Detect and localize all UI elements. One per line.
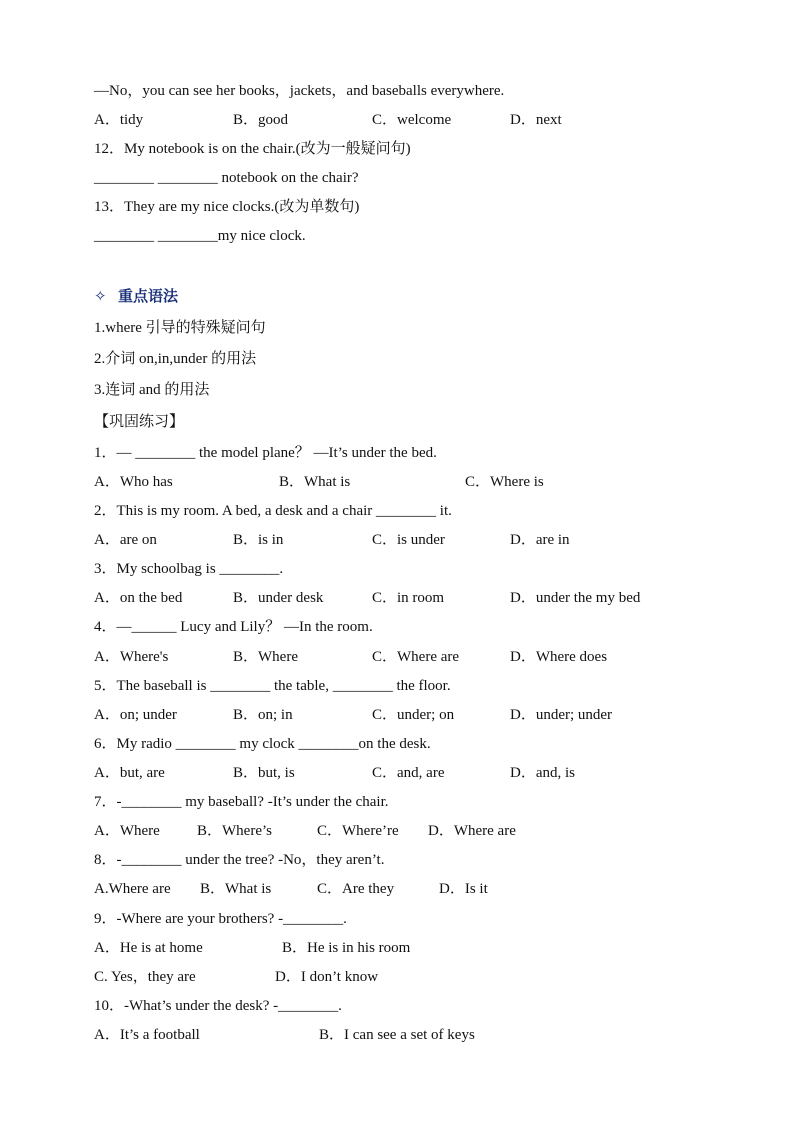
option[interactable]: D．under the my bed [510, 590, 641, 606]
question-12: 12．My notebook is on the chair.(改为一般疑问句) [94, 141, 411, 157]
option[interactable]: A．Where's [94, 649, 169, 665]
answer-blank-12[interactable]: ________ ________ notebook on the chair? [94, 170, 359, 186]
question-stem: 7．-________ my baseball? -It’s under the chair. [94, 794, 389, 810]
option[interactable]: B．good [233, 112, 289, 128]
question-stem: 9．-Where are your brothers? -________. [94, 911, 347, 927]
option[interactable]: A．are on [94, 532, 157, 548]
practice-header: 【巩固练习】 [94, 414, 185, 430]
grammar-point: 2.介词 on,in,under 的用法 [94, 351, 257, 367]
option[interactable]: B．Where [233, 649, 298, 665]
dialog-line: —No，you can see her books，jackets，and baseballs everywhere. [94, 83, 505, 99]
option[interactable]: A．Where [94, 823, 160, 839]
question-stem: 3．My schoolbag is ________. [94, 561, 284, 577]
option[interactable]: B．Where’s [197, 823, 272, 839]
option[interactable]: D．Where does [510, 649, 608, 665]
option[interactable]: A．It’s a football [94, 1027, 200, 1043]
option[interactable]: D．Where are [428, 823, 516, 839]
option[interactable]: C．Where is [465, 474, 544, 490]
grammar-point: 3.连词 and 的用法 [94, 382, 210, 398]
option[interactable]: B．What is [200, 881, 272, 897]
option[interactable]: A．on; under [94, 707, 177, 723]
question-stem: 4．—______ Lucy and Lily？ —In the room. [94, 619, 373, 635]
answer-blank-13[interactable]: ________ ________my nice clock. [94, 228, 306, 244]
grammar-point: 1.where 引导的特殊疑问句 [94, 320, 266, 336]
option[interactable]: D．Is it [439, 881, 488, 897]
option[interactable]: D．next [510, 112, 562, 128]
option[interactable]: B．is in [233, 532, 284, 548]
question-stem: 10．-What’s under the desk? -________. [94, 998, 342, 1014]
option[interactable]: A．but, are [94, 765, 165, 781]
option[interactable]: B．What is [279, 474, 351, 490]
option[interactable]: C．under; on [372, 707, 455, 723]
question-stem: 5．The baseball is ________ the table, ________ the floor. [94, 678, 451, 694]
option[interactable]: A．Who has [94, 474, 173, 490]
option[interactable]: C. Yes，they are [94, 969, 196, 985]
grammar-title: 重点语法 [118, 289, 179, 305]
question-stem: 8．-________ under the tree? -No，they aren’t. [94, 852, 385, 868]
option[interactable]: C．welcome [372, 112, 452, 128]
question-stem: 2．This is my room. A bed, a desk and a chair ________ it. [94, 503, 452, 519]
option[interactable]: C．in room [372, 590, 445, 606]
option[interactable]: A.Where are [94, 881, 171, 897]
option[interactable]: B．on; in [233, 707, 293, 723]
question-13: 13．They are my nice clocks.(改为单数句) [94, 199, 360, 215]
option[interactable]: C．Where are [372, 649, 460, 665]
option[interactable]: C．Are they [317, 881, 395, 897]
question-stem: 6．My radio ________ my clock ________on the desk. [94, 736, 431, 752]
option[interactable]: B．but, is [233, 765, 295, 781]
option[interactable]: C．and, are [372, 765, 445, 781]
question-stem: 1．— ________ the model plane？ —It’s under the bed. [94, 445, 437, 461]
option[interactable]: D．are in [510, 532, 570, 548]
option[interactable]: B．under desk [233, 590, 324, 606]
option[interactable]: B．He is in his room [282, 940, 411, 956]
option[interactable]: D．and, is [510, 765, 575, 781]
option[interactable]: A．on the bed [94, 590, 183, 606]
option[interactable]: D．I don’t know [275, 969, 379, 985]
option[interactable]: C．Where’re [317, 823, 399, 839]
option[interactable]: C．is under [372, 532, 445, 548]
option[interactable]: B．I can see a set of keys [319, 1027, 475, 1043]
grammar-heading [94, 288, 178, 306]
diamond-star-icon: ✧ [94, 289, 107, 305]
option[interactable]: A．tidy [94, 112, 144, 128]
option[interactable]: D．under; under [510, 707, 613, 723]
option[interactable]: A．He is at home [94, 940, 203, 956]
